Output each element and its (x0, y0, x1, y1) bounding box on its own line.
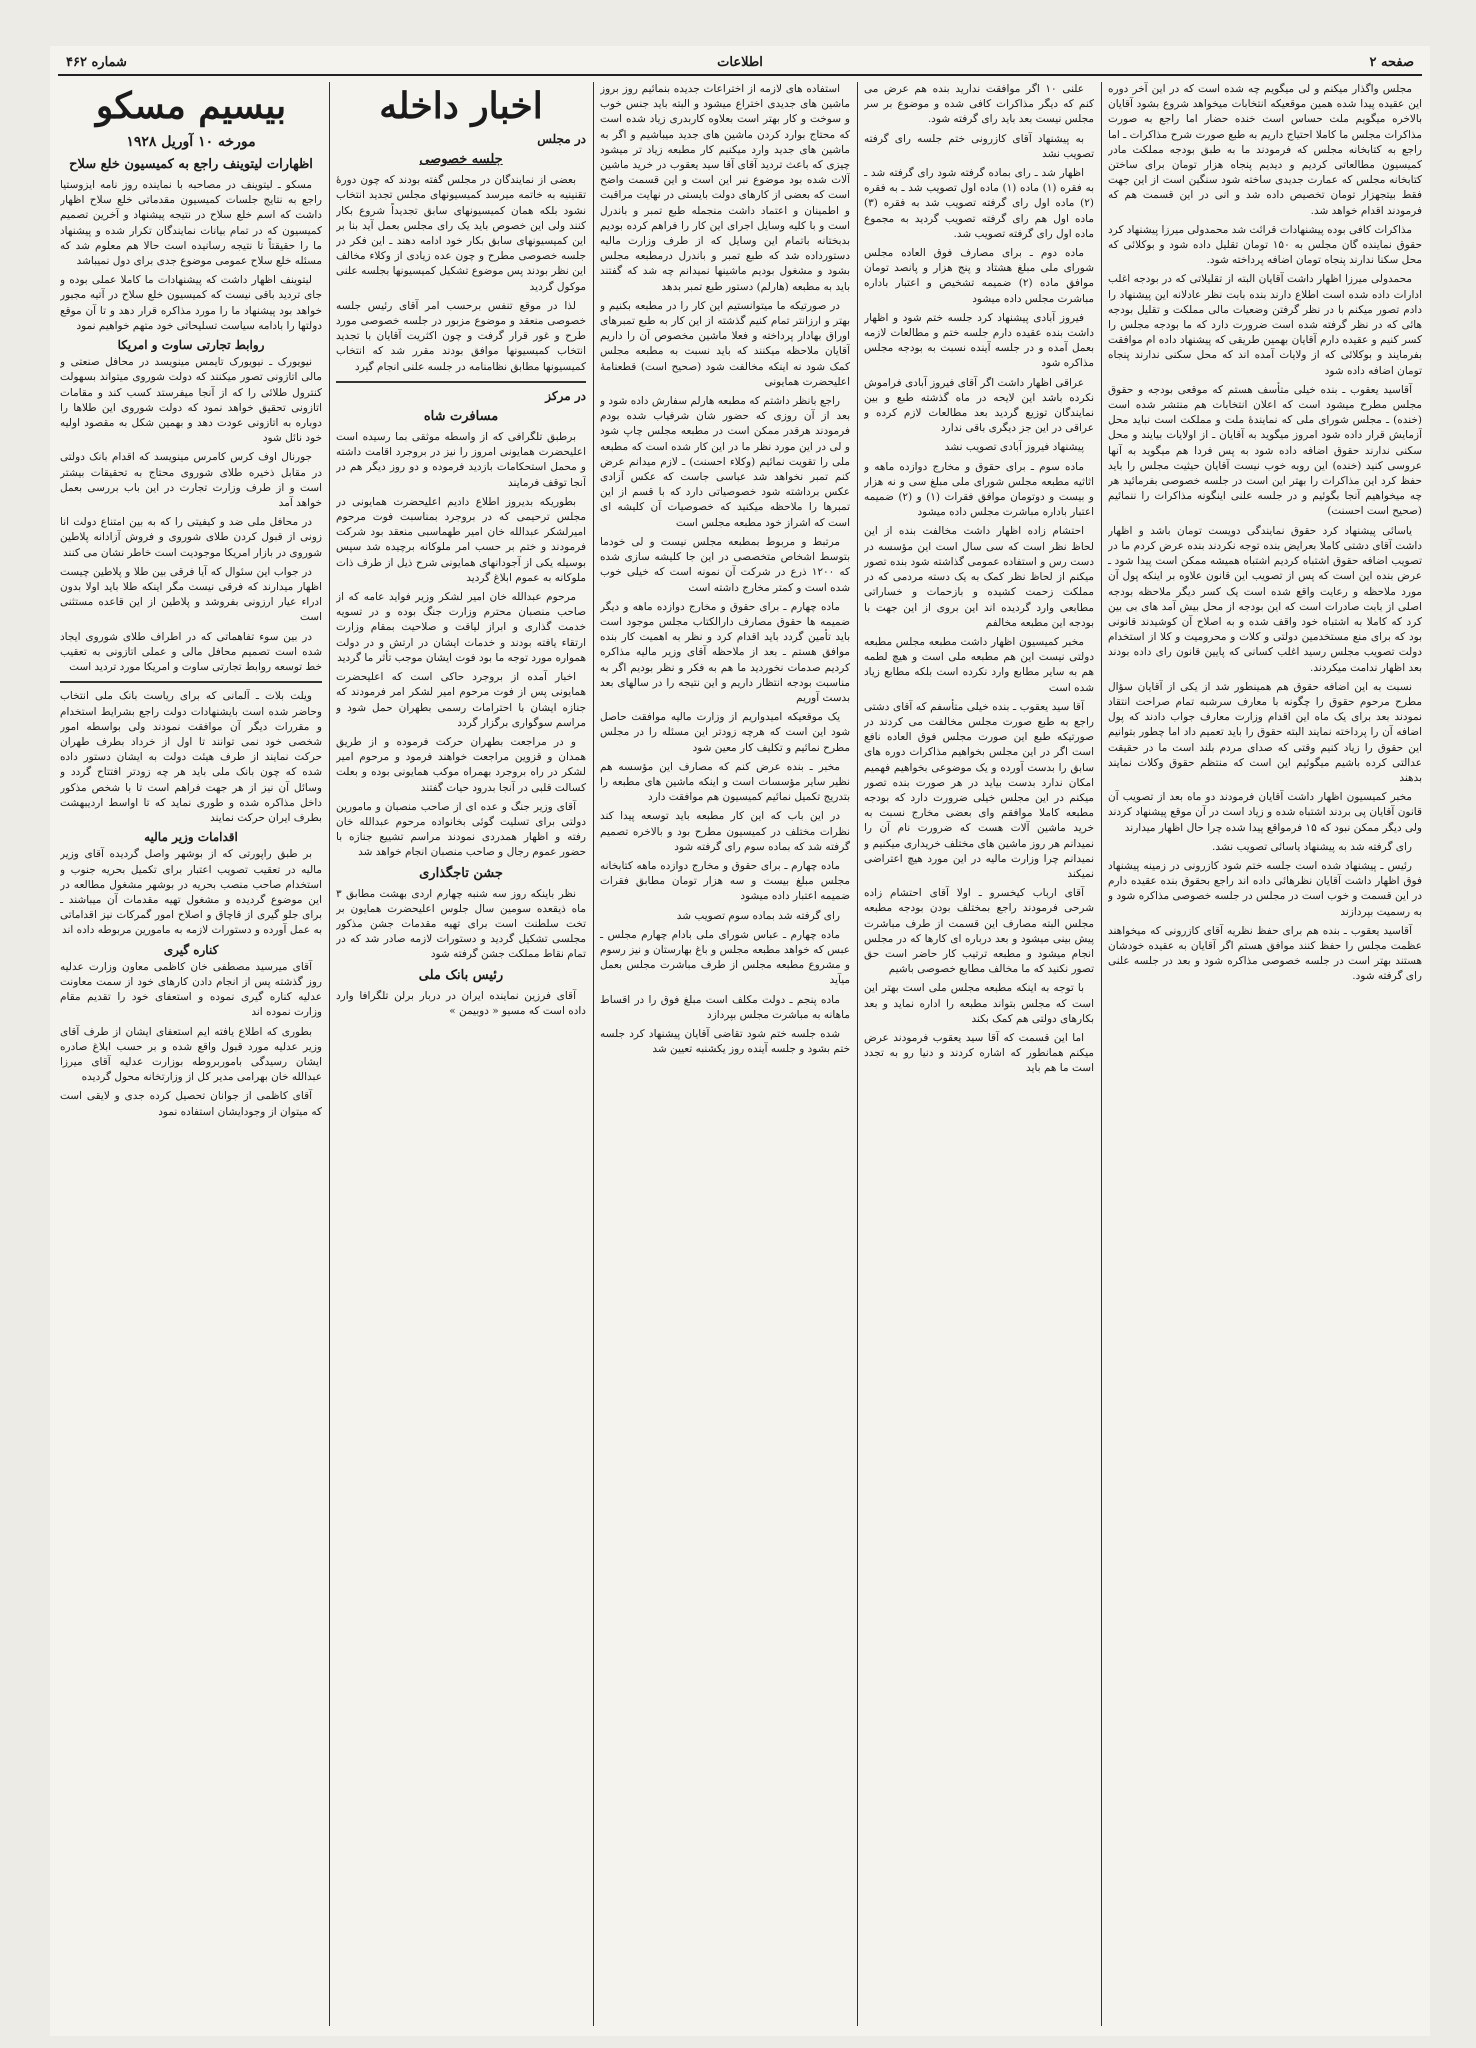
paragraph: مخبر کمیسیون اظهار داشت آقایان فرمودند دو ماه بعد از تصویب آن قانون آقایان پی بردند اشتباه شده و زیاد است در آن موقع پیشنهاد کردند ولی دیگر ممکن نبود که ۱۵ فرمواقع پیدا شده چرا حال اظهار میدارند (1108, 791, 1422, 834)
paragraph: برطبق تلگرافی که از واسطه موثقی بما رسیده است اعلیحضرت همایونی امروز را نیز در بروجرد اقامت داشته و محمل استحکامات بازدید فرموده و دو روز دیگر هم در آنجا توقف فرمایند (336, 431, 586, 489)
paragraph: و در مراجعت بطهران حرکت فرموده و از طریق همدان و قزوین مراجعت خواهند فرمود و مرحوم امیر لشکر در راه بروجرد بهمراه موکب همایونی بوده و بعلت کسالت قلبی در آنجا بدرود حیات گفتند (336, 735, 586, 794)
paragraph: آقای وزیر جنگ و عده ای از صاحب منصبان و مامورین دولتی برای تسلیت گوئی بخانواده مرحوم عبدالله خان رفته و اظهار همدردی نمودند مراسم تشییع جنازه با حضور عموم رجال و صاحب منصبان انجام خواهد شد (336, 800, 586, 859)
paragraph: مذاکرات کافی بوده پیشنهادات قرائت شد محمدولی میرزا پیشنهاد کرد حقوق نماینده گان مجلس به ۱۵۰ تومان تقلیل داده شود و بوکلائی که محل سکنا ندارند پنجاه تومان اضافه پرداخته شود. (1108, 223, 1422, 267)
issue-number: شماره ۴۶۲ (66, 55, 127, 70)
dateline: مورخه ۱۰ آوریل ۱۹۲۸ (126, 134, 256, 150)
paragraph: آقاسید یعقوب ـ بنده خیلی متأسف هستم که موقعی بودجه و حقوق مجلس مطرح میشود است که اعلان انتخابات هم منتشر شده است (خنده) ـ مجلس شورای ملی که نمایندهٔ ملت و مملکت است نباید محل آزمایش قرار داده شود امروز میگوید به آقایان ـ از اولایات بیایند و محل سکنی ندارند حقوق اضافه داده شود به پس فردا هم میگوید به آنها عروسی کنید (خنده) این روبه خوب نیست آقایان حیثیت مجلس را باید حفظ کرد این مذاکرات را بهتر این است در جلسه خصوصی بفرمائید هر چه میخواهیم آنجا بگوئیم و در جلسه علنی اینگونه مذاکرات را ننمائیم (صحیح است احسنت) (1108, 383, 1422, 518)
paragraph: یاسائی پیشنهاد کرد حقوق نمایندگی دویست تومان باشد و اظهار داشت آقای دشتی کاملا بعرایض بنده توجه نکردند بنده عرض کردم ما در تصویب اضافه حقوق اشتباه کردیم اشتباه همیشه ممکن است پیدا شود ـ عرض بنده این است که پس از تصویب این قانون علاوه بر اینکه پول آن مورد ملاحظه و رعایت واقع شده است یک کسر دیگر ملاحظه بودجه اصلی از بابت صادرات است که این بودجه از محل بیش آمد های بی بین کرد که کاملا به اشتباه خود واقف شده و به اصلاح آن کوشیدند قانونی بود که برای منع مستخدمین دولتی و کلات و محرومیت و کلا از استخدام دولت تصویب مجلس رسید اغلب کسانی که پایین قانون رای داده بودند بعد اظهار ندامت میکردند. (1108, 524, 1422, 674)
paragraph: مخبر ـ بنده عرض کنم که مصارف این مؤسسه هم نظیر سایر مؤسسات است و اینکه ماشین های مطبعه را بتدریج تکمیل نمائیم کمیسیون هم موافقت دارد (600, 760, 850, 804)
paragraph: به پیشنهاد آقای کازرونی ختم جلسه رای گرفته تصویب نشد (864, 132, 1094, 160)
paragraph: اخبار آمده از بروجرد حاکی است که اعلیحضرت همایونی پس از فوت مرحوم امیر لشکر امر فرمودند که جنازه ایشان با احترامات رسمی بطهران حمل شود و مراسم سوگواری برگزار گردد (336, 671, 586, 729)
paragraph: در جواب این سئوال که آیا فرقی بین طلا و پلاطین چیست اظهار میدارند که فرقی نیست مگر اینکه طلا باید اولا بدون ادراء عیار ارزونی بفروشد و پلاطین از این قاعده مستثنی است (60, 565, 322, 624)
column-rule (593, 82, 594, 2026)
paragraph: بطوریکه بدیروز اطلاع دادیم اعلیحضرت همایونی در مجلس ترحیمی که در بروجرد بمناسبت فوت مرحوم امیرلشکر عبدالله خان امیر طهماسبی منعقد بود شرکت فرمودند و ختم بر حسب امر ملوکانه برچیده شد سپس بوسیله یکی از آجودانهای همایونی شرح ذیل از طرف ذات ملوکانه به عموم ابلاغ گردید (336, 495, 586, 584)
page-header (58, 52, 1422, 76)
divider (336, 381, 586, 383)
paragraph: ویلت بلات ـ آلمانی که برای ریاست بانک ملی انتخاب وحاضر شده است بایشنهادات دولت راجع بشرایط استخدام و مقررات دیگر آن موافقت نمودند ولی بواسطه امور شخصی خود نمی توانند تا اول از خرداد بطرف طهران حرکت نمایند از طرف هیئت دولت به ایشان دستور داده شده که چون بانک ملی باید هر چه زودتر افتتاح گردد و وسائل آن نیز از هر جهت فراهم است تا با شخص مذکور داخل مذاکره شده و طوری نماید که تا اواسط اردیبهشت بطرف ایران حرکت نمایند (60, 690, 322, 824)
paragraph: در این باب که این کار مطبعه باید توسعه پیدا کند نظرات مختلف در کمیسیون مطرح بود و بالاخره تصمیم گرفته شد که بماده سوم رای گرفته شود (600, 810, 850, 853)
article-heading: اقدامات وزیر مالیه (144, 830, 238, 845)
paragraph: آقای میرسید مصطفی خان کاظمی معاون وزارت عدلیه روز گذشته پس از انجام دادن کارهای خود از سمت معاونت عدلیه کناره گیری نموده و استعفای خود را تقدیم مقام وزارت نموده اند (60, 960, 322, 1019)
paragraph: ماده دوم ـ برای مصارف فوق العاده مجلس شورای ملی مبلغ هشتاد و پنج هزار و پانصد تومان موافق ماده (۲) ضمیمه تشخیص و اعتبار باداره مباشرت مجلس داده میشود (864, 247, 1094, 305)
paragraph: احتشام زاده اظهار داشت مخالفت بنده از این لحاظ نظر است که سی سال است این مؤسسه در دست رس و استفاده عمومی گذاشته شود بنده تصور میکنم از لحاظ نظر کمک به یک دسته مردمی که در مملکت زحمت کشیده و بازحمات و خساراتی مطابعی وارد گردیده اند این بروی از این جهت با بودجه این مطبعه مخالفم (864, 525, 1094, 629)
paragraph: رای گرفته شد به پیشنهاد یاسائی تصویب نشد. (1212, 840, 1412, 853)
paragraph: بعضی از نمایندگان در مجلس گفته بودند که چون دورهٔ تقنینیه به خاتمه میرسد کمیسیونهای مجلس تجدید انتخاب نشود بلکه همان کمیسیونهای سابق تجدیداً شروع بکار کنند ولی این خصوص باید یک رای مجلس بعمل آید بنا بر این کمیسیونهای سابق بکار خود ادامه دهند ـ این فکر در جلسه خصوصی مطرح و چون عده زیادی از وکلاء مخالف این نظر بودند پس موضوع تشکیل کمیسیونها بجلسه علنی موکول گردید (336, 174, 586, 293)
paragraph: مخبر کمیسیون اظهار داشت مطبعه مجلس مطبعه دولتی نیست این هم مطبعه ملی است و هیچ لطمه هم به سایر مطابع وارد نکرده است بلکه مطابع زیاد شده است (864, 635, 1094, 694)
paragraph: نظر باینکه روز سه شنبه چهارم اردی بهشت مطابق ۳ ماه ذیقعده سومین سال جلوس اعلیحضرت همایون بر تخت سلطنت است برای تهیه مقدمات جشن مذکور مجلسی تشکیل گردید و دستورات لازمه صادر شد که در تمام نقاط مملکت جشن گرفته شود (336, 887, 586, 961)
page-number: صفحه ۲ (1369, 55, 1414, 70)
paragraph: ماده پنجم ـ دولت مکلف است مبلغ فوق را در اقساط ماهانه به مباشرت مجلس بپردازد (600, 993, 850, 1021)
paragraph: علنی ۱۰ اگر موافقت ندارید بنده هم عرض می کنم که دیگر مذاکرات کافی شده و موضوع بر سر مجلس نیست بعد باید رای گرفته شود. (864, 83, 1094, 126)
column-3 (600, 82, 850, 2026)
article-heading: رئیس بانک ملی (418, 967, 504, 983)
section-title: بیسیم مسکو (95, 85, 287, 127)
article-heading: مسافرت شاه (423, 409, 499, 425)
paragraph: نسبت به این اضافه حقوق هم همینطور شد از یکی از آقایان سؤال مطرح مرحوم حقوق را چگونه با معارف سرشبه تمام صراحت انتقاد نمودند بعد برای یک ماه این اقدام وزارت معارف جواب دادند که پول اضافه آن را پرداخته نمایند البته حقوق را باید تعمیم داد اما چطور بتوانیم این حقوق را زیاد کنیم وقتی که صدای مردم بلند است ما در حقیقت عدالتی کرده باشیم میگوئیم این است که منتظم حقوق وکلات نمایند بدهند (1108, 680, 1422, 784)
paragraph: آقاسید یعقوب ـ بنده هم برای حفظ نظریه آقای کازرونی که میخواهند عظمت مجلس را حفظ کنند موافق هستم اگر آقایان به عقیده خودشان هستند بهتر است در جلسه خصوصی مذاکره شود و بعد در جلسه علنی رای گرفته شود. (1108, 924, 1422, 983)
article-heading: جلسه خصوصی (419, 152, 503, 168)
paragraph: فیروز آبادی پیشنهاد کرد جلسه ختم شود و اظهار داشت بنده عقیده دارم جلسه ختم و مطالعات لازمه بعمل آمده و در جلسه آینده نسبت به بودجه مجلس مذاکره شود (864, 311, 1094, 370)
paragraph: در صورتیکه ما میتوانستیم این کار را در مطبعه بکنیم و بهتر و ارزانتر تمام کنیم گذشته از این کار به طبع تمبرهای اوراق بهادار پرداخته و فعلا ماشین مخصوص آن را داریم آقایان ملاحظه میکنند که باید نسبت به مطبعه مجلس کمک شود نه اینکه مخالفت شود (صحیح است) قطعنامهٔ اعلیحضرت همایونی (600, 299, 850, 388)
paragraph: جورنال اوف کرس کامرس مینویسد که اقدام بانک دولتی در مقابل ذخیره طلای شوروی محتاج به تحقیقات بیشتر است و از طرف وزارت تجارت در این باب بررسی بعمل خواهد آمد (60, 451, 322, 510)
paragraph: ماده چهارم ـ برای حقوق و مخارج دوازده ماهه کتابخانه مجلس مبلغ بیست و سه هزار تومان مطابق فقرات ضمیمه اعتبار داده میشود (600, 859, 850, 903)
paragraph: لیتوینف اظهار داشت که پیشنهادات ما کاملا عملی بوده و جای تردید باقی نیست که کمیسیون خلع سلاح در آتیه مجبور خواهد بود پیشنهاد ما را مورد مذاکره قرار دهد و تا آن موقع دولتها را بادامه سیاست تسلیحاتی خود متهم خواهیم نمود (60, 274, 322, 332)
section-subtitle: در مرکز (545, 388, 586, 403)
paragraph: اظهار شد ـ رای بماده گرفته شود رای گرفته شد ـ به فقره (۱) ماده (۱) ماده اول تصویب شد ـ به فقره (۲) ماده اول رای گرفته تصویب شد به فقره (۳) ماده اول هم رای گرفته تصویب گردید به مجموع ماده اول رای گرفته تصویب شد. (864, 167, 1094, 240)
article-heading: اظهارات لیتوینف راجع به کمیسیون خلع سلاح (69, 157, 313, 172)
paragraph: ماده سوم ـ برای حقوق و مخارج دوازده ماهه و اثاثیه مطبعه مجلس شورای ملی مبلغ سی و نه هزار و بیست و دوتومان موافق فقرات (۱) و (۲) ضمیمه اعتبار باداره مباشرت مجلس داده میشود (864, 460, 1094, 519)
paragraph: آقای ارباب کیخسرو ـ اولا آقای احتشام زاده شرحی فرمودند راجع بمختلف بودن بودجه مطبعه مجلس البته مصارف این قسمت از طرف مباشرت پیش بینی میشود و بعد درباره ای کارها که در مجلس انجام میشود و مطبعه ترتیب کار حاضر است حق تصور نکنید که ما مخالف مطابع خصوصی باشیم (864, 887, 1094, 976)
column-5-moscow-wireless (60, 82, 322, 2026)
paragraph: مرحوم عبدالله خان امیر لشکر وزیر فواید عامه که از صاحب منصبان محترم وزارت جنگ بوده و در تسویه خدمت گذاری و ابراز لیاقت و صلاحیت بمقام وزارت ارتقاء یافته بودند و خدمات ایشان در ارتش و در دولت همواره مورد توجه ما بود فوت ایشان موجب تأثر ما گردید (336, 591, 586, 664)
divider (60, 681, 322, 683)
paragraph: لذا در موقع تنفس برحسب امر آقای رئیس جلسه خصوصی منعقد و موضوع مزبور در جلسه خصوصی مورد طرح و غور قرار گرفت و چون اکثریت آقایان با تجدید انتخاب کمیسیونها موافق بودند مقرر شد که انتخاب کمیسیونها مطابق نظامنامه در جلسه علنی انجام گیرد (336, 299, 586, 373)
paragraph: آقای کاظمی از جوانان تحصیل کرده جدی و لایقی است که میتوان از وجودایشان استفاده نمود (60, 1090, 322, 1118)
column-rule (1101, 82, 1102, 2026)
paragraph: عراقی اظهار داشت اگر آقای فیروز آبادی فراموش نکرده باشد این لایحه در ماه گذشته طبع و بین نمایندگان توزیع گردید بعد مطالعات لازم کرده و عراقی در این جز دیگری باقی ندارد (864, 376, 1094, 435)
paragraph: نیویورک ـ نیویورک تایمس مینویسد در محافل صنعتی و مالی اتازونی تصور میکنند که دولت شوروی میتواند بسهولت کنترول طلائی را که از آنجا میفرستد کسب کند و مقامات اتازونی تحقیق خواهد نمود که دولت شوروی این طلاها را دوباره به اتازونی عودت دهد و بهمین شکل به مقصود اولیه خود نائل شود (60, 356, 322, 445)
paragraph: یک موقعیکه امیدواریم از وزارت مالیه موافقت حاصل شود این است که هرچه زودتر این مسئله را در مجلس مطرح نمائیم و تکلیف کار معین شود (600, 711, 850, 754)
paragraph: راجع بانظر داشتم که مطبعه هارلم سفارش داده شود و بعد از آن روزی که حضور شان شرفیاب شده بودم فرمودند هرقدر ممکن است در مطبعه مجلس چاپ شود و لی در این مورد نظر ما در این کار شده است که مطبعه ملی را تقویت نمائیم (وکلاء احسنت) ـ لازم میدانم عرض کنم تمبر نخواهد شد عباسی جاست که عکس آزادی عکس برداشته شود خصوصیاتی دارد که با قسم از این تمبرها را ملاحظه میکنید که خصوصیات آن کلیشه ای است که اشراز خود مطبعه مجلس است (600, 395, 850, 529)
column-2 (864, 82, 1094, 2026)
column-rule (857, 82, 858, 2026)
paragraph: با توجه به اینکه مطبعه مجلس ملی است بهتر این است که مجلس بتواند مطبعه را اداره نماید و بعد بکارهای دولتی هم کمک بکند (864, 982, 1094, 1025)
paragraph: مرتبط و مربوط بمطبعه مجلس نیست و لی خودما بتوسط اشخاص متخصصی در این جا کلیشه سازی شده که ۱۲۰۰ ذرع در شرکت آن نمونه است که خیلی خوب شده است و کمتر مخارج داشته است (600, 535, 850, 594)
paragraph: آقا سید یعقوب ـ بنده خیلی متأسفم که آقای دشتی راجع به طبع صورت مجلس مخالفت می کردند در صورتیکه طبع این صورت مجلس فوق العاده نافع است اگر در این مجلس بخواهیم مذاکرات دوره های سابق را بدست آورده و یک موضوعی بخواهیم فهمیم امکان ندارد بدست بیاید در هر صورت بنده تصور میکنم در این مجلس خیلی ضرورت دارد که بودجه مطبعه کاملا موافقم وای بعضی مخارج نسبت به خرید ماشین آلات هست که ضرورت نام آن را نمیدانم هر روز ماشین های مختلف خریداری میکنیم و نمیدانم چرا وزارت مالیه در این مورد هیچ اعتراضی نمیکند (864, 700, 1094, 880)
paragraph: رئیس ـ پیشنهاد شده است جلسه ختم شود کازرونی در زمینه پیشنهاد فوق اظهار داشت آقایان نظرهائی داده اند راجع بحقوق بنده عقیده دارم در این قسمت و خوب است در مجلس در جلسه خصوصی مذاکره شود و به رسمیت بپردازند (1108, 859, 1422, 918)
column-4-domestic-news (336, 82, 586, 2026)
paragraph: آقای فرزین نماینده ایران در دربار برلن تلگرافا وارد داده است که مسیو « دوبیمن » (336, 989, 586, 1017)
paragraph: اما این قسمت که آقا سید یعقوب فرمودند عرض میکنم همانطور که اشاره کردند و دنیا رو به تجدد است ما هم باید (864, 1031, 1094, 1075)
paragraph: بطوری که اطلاع یافته ایم استعفای ایشان از طرف آقای وزیر عدلیه مورد قبول واقع شده و بر حسب ابلاغ صادره ایشان رسیدگی باموربروطه بوزارت عدلیه آقای میرزا عبدالله خان بهرامی مدیر کل از وزارتخانه محول گردیده (60, 1025, 322, 1084)
paragraph: مجلس واگذار میکنم و لی میگویم چه شده است که در این آخر دوره این عقیده پیدا شده همین موقعیکه انتخابات میخواهد شروع بشود آقایان بالاخره میگویم ملت حساس است خنده حضار اما راجع به صورت مذاکرات مجلس ما کاملا احتیاج داریم به طبع صورت شرح مذاکرات ـ اما راجع به کتابخانه مجلس که فرمودند ما به طبق بودجه مملکت مادر کمیسیون مطالعاتی کردیم و دیدیم پنجاه هزار تومان برای ساختن کتابخانه مجلس که عمارت جدیدی ساخته شود سنگین است از این جهت فقط بیتجهزار تومان تخصیص داده شد و انی در این قسمت هم که فرمودند اقدام خواهد شد. (1108, 83, 1422, 217)
paragraph: رای گرفته شد بماده سوم تصویب شد (676, 909, 840, 922)
paragraph: ماده چهارم ـ عباس شورای ملی بادام چهارم مجلس ـ عبس که خواهد مطبعه مجلس و باغ بهارستان و نیز رسوم و مشروع مطبعه مجلس از طرف مباشرت مجلس بعمل میآید (600, 928, 850, 987)
paragraph: استفاده های لازمه از اختراعات جدیده بنمائیم روز بروز ماشین های جدیدی اختراع میشود و البته باید جنس خوب و سوخت و کار بهتر است بعلاوه کاربدری زیاد شده است که محتاج بوارد کردن ماشین های جدید میباشیم و اگر به ماشین های جدید وارد میکنیم کار مطبعه زیاد تر میشود چیزی که باعث تردید آقای آقا سید یعقوب در خرید ماشین آلات شده بود موضوع نبر این است و این قسمت واضح است که بعضی از کارهای دولت بایستی در نهایت مراقبت و اطمینان و اعتماد داشت منجمله طبع تمبر و باندرل است و با کلیه وسایل اجرای این کار را فراهم کرده بودیم بدبختانه باتمام این وسایل که از طرف وزارت مالیه دستورداده شد که طبع تمبر و باندرل درمطبعه مجلس بشود و مشغول بودیم ماشینها نمیدانم چه شد که گفتند باید به مطبعه (هارلم) دستور طبع تمبر بدهد (600, 83, 850, 293)
column-1 (1108, 82, 1422, 2026)
paragraph: در محافل ملی ضد و کیفیتی را که به بین امتناع دولت انا زونی از قبول کردن طلای شوروی و فروش آزادانه پلاطین شوروی در بازار امریکا موجودیت است خاطر نشان می کنند (60, 516, 322, 559)
paragraph: بر طبق راپورتی که از بوشهر واصل گردیده آقای وزیر مالیه در تعقیب تصویب اعتبار برای تکمیل بحریه جنوب و استخدام صاحب منصب بحریه در بوشهر مشغول مطالعه در این موضوع گردیده و مشغول تهیه مقدمات آن میباشند ـ برای جلو گیری از قاچاق و اصلاح امور گمرکات نیز اقداماتی به عمل آورده و دستورات لازمه به مامورین مربوطه داده اند (60, 848, 322, 937)
paragraph: ماده چهارم ـ برای حقوق و مخارج دوازده ماهه و دیگر ضمیمه ها حقوق مصارف دارالکتاب مجلس موجود است باید تأمین گردد باید اقدام کرد و نظر به اهمیت کار بنده موافق هستم ـ بعد از ملاحظه آقای وزیر مالیه مذاکره کردیم صدمات نخوردید ما هم به فکر و نظر بودیم اگر به مناسبت بودجه انتظار داریم و این نتیجه را در سالهای بعد بدست آوریم (600, 600, 850, 704)
paragraph: محمدولی میرزا اظهار داشت آقایان البته از تقلیلاتی که در بودجه اغلب ادارات داده شده است اطلاع دارند بنده بابت نظر عادلانه این پیشنهاد را دادم تصور میکنم با در نظر گرفتن وضعیات مالی مملکت و تقلیل بودجه هائی که در نظر گرفته شده است ضرورت دارد که ما بودجه مجلس را کسر کنیم و عقیده دارم آقایان بهمین طریقی که پیشنهاد داده ام موافقت بفرمایند و بوکلائی که از ولایات آمده اند که محل سکنی ندارند پنجاه تومان اضافه داده شود (1108, 273, 1422, 377)
column-rule (329, 82, 330, 2026)
paragraph: مسکو ـ لیتوینف در مصاحبه با نماینده روز نامه ایزوستیا راجع به نتایج جلسات کمیسیون مقدماتی خلع سلاح اظهار داشت که اسم خلع سلاح در نتیجه پیشنهاد و آخرین تصمیم کمیسیون که در تمام بیانات نمایندگان تکرار شده و پیشنهاد ما را حقیقتاً تا نتیجه رسانیده است حالا هم معلوم شد که مسئله خلع سلاح عمومی موضوع جدی برای دول نمیباشد (60, 179, 322, 268)
paragraph: پیشنهاد فیروز آبادی تصویب نشد (944, 441, 1084, 454)
paragraph: در بین سوء تفاهماتی که در اطراف طلای شوروی ایجاد شده است تصمیم محافل مالی و عملی اتازونی به تعقیب خط توسعه روابط تجارتی ساوت و امریکا مورد تردید است (60, 630, 322, 674)
section-title: اخبار داخله (379, 85, 543, 127)
article-heading: جشن تاجگذاری (419, 865, 503, 881)
paragraph: شده جلسه ختم شود تقاضی آقایان پیشنهاد کرد جلسه ختم بشود و جلسه آینده روز یکشنبه تعیین شد (600, 1027, 850, 1056)
article-heading: کناره گیری (163, 942, 219, 957)
newspaper-name: اطلاعات (717, 55, 763, 70)
article-heading: روابط تجارتی ساوت و امریکا (117, 338, 265, 353)
section-subtitle: در مجلس (537, 132, 586, 146)
